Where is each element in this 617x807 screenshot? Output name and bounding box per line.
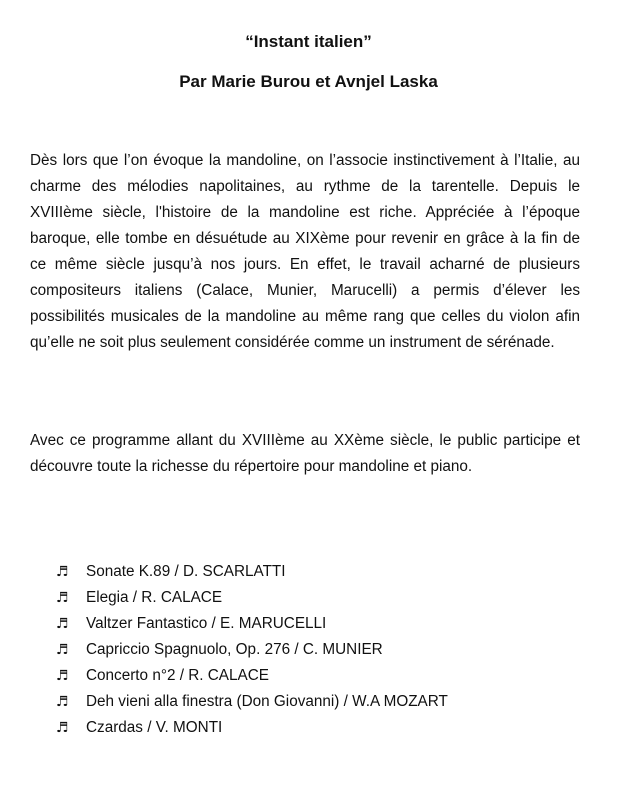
music-note-icon: ♬ — [56, 668, 69, 684]
document-subtitle: Par Marie Burou et Avnjel Laska — [179, 72, 438, 91]
program-paragraph: Avec ce programme allant du XVIIIème au XXème siècle, le public participe et découvre toute la richesse du répertoire pour mandoline et piano. — [30, 432, 580, 475]
list-item-label: Valtzer Fantastico / E. MARUCELLI — [86, 615, 327, 632]
intro-paragraph: Dès lors que l’on évoque la mandoline, on l’associe instinctivement à l’Italie, au charme des mélodies napolitaines, au rythme de la tarentelle. Depuis le XVIIIème siècle, l'histoire de la mandoline est riche. Appréciée à l’époque baroque, elle tombe en désuétude au XIXème pour revenir en grâce à la fin de ce même siècle jusqu’à nos jours. En effet, le travail acharné de plusieurs compositeurs italiens (Calace, Munier, Marucelli) a permis d’élever les possibilités musicales de la mandoline au même rang que celles du violon afin qu’elle ne soit plus seulement considérée comme un instrument de sérénade. — [30, 152, 580, 351]
list-item — [56, 559, 448, 585]
list-item — [56, 611, 448, 637]
music-note-icon: ♬ — [56, 694, 69, 710]
list-item — [56, 715, 448, 741]
list-item — [56, 689, 448, 715]
list-item-label: Capriccio Spagnuolo, Op. 276 / C. MUNIER — [86, 641, 383, 658]
music-note-icon: ♬ — [56, 720, 69, 736]
list-item — [56, 637, 448, 663]
list-item-label: Elegia / R. CALACE — [86, 589, 223, 606]
list-item-label: Czardas / V. MONTI — [86, 719, 223, 736]
music-note-icon: ♬ — [56, 590, 69, 606]
list-item-label: Sonate K.89 / D. SCARLATTI — [86, 563, 286, 580]
list-item — [56, 663, 448, 689]
list-item-label: Concerto n°2 / R. CALACE — [86, 667, 269, 684]
list-item-label: Deh vieni alla finestra (Don Giovanni) / W.A MOZART — [86, 693, 448, 710]
music-note-icon: ♬ — [56, 564, 69, 580]
document-title: “Instant italien” — [245, 32, 372, 51]
music-note-icon: ♬ — [56, 642, 69, 658]
music-note-icon: ♬ — [56, 616, 69, 632]
list-item — [56, 585, 448, 611]
program-list — [56, 559, 448, 741]
